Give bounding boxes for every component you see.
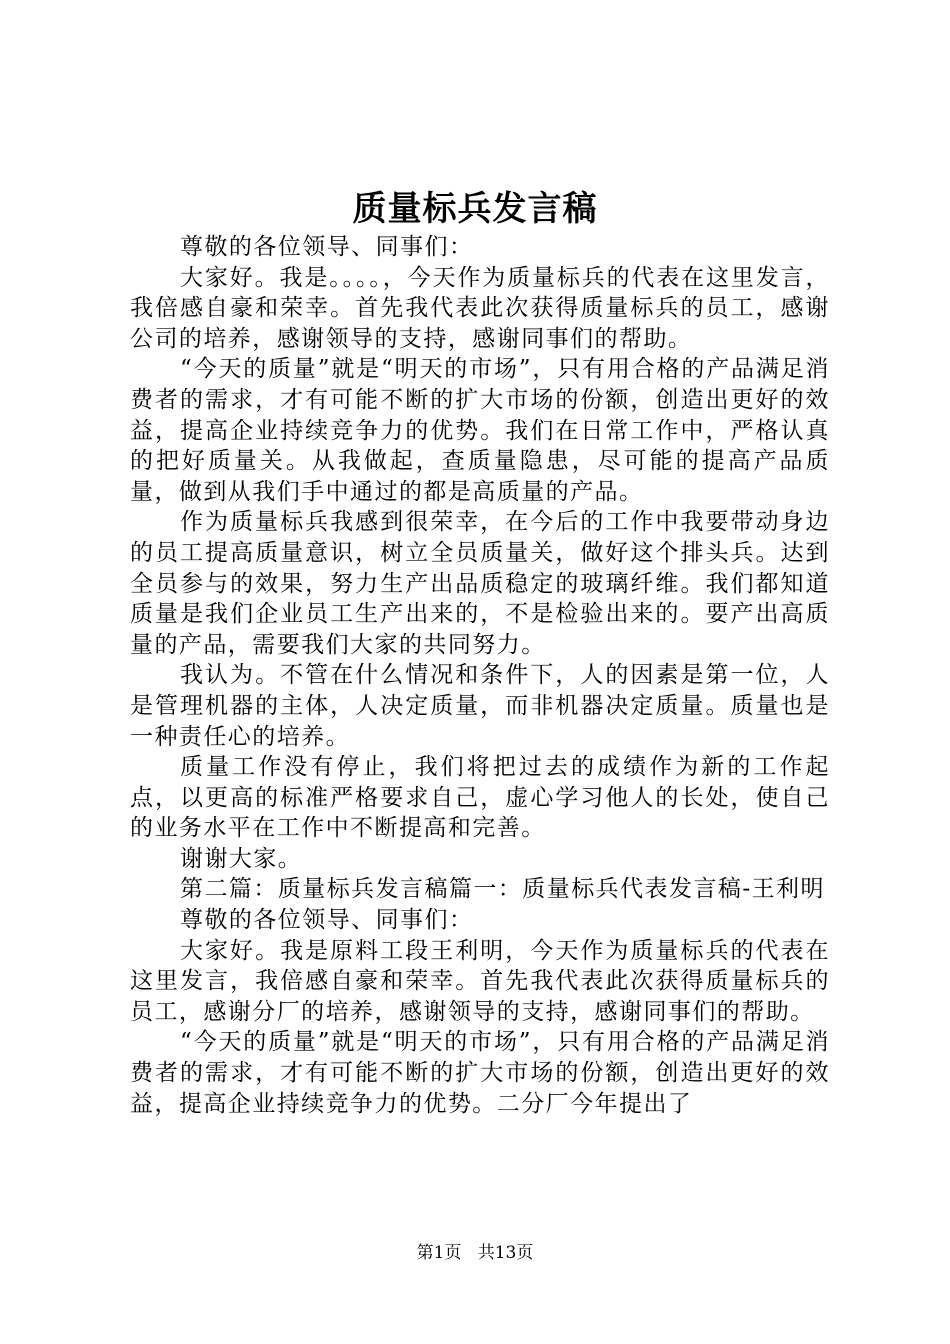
page-total: 共13页	[477, 1243, 534, 1263]
paragraph: “今天的质量”就是“明天的市场”，只有用合格的产品满足消费者的需求，才有可能不断的扩大市场的份额，创造出更好的效益，提高企业持续竞争力的优势。二分厂今年提出了	[130, 1029, 830, 1117]
paragraph: 大家好。我是原料工段王利明，今天作为质量标兵的代表在这里发言，我倍感自豪和荣幸。首先我代表此次获得质量标兵的员工，感谢分厂的培养，感谢领导的支持，感谢同事们的帮助。	[130, 937, 830, 1025]
paragraph-salutation: 尊敬的各位领导、同事们：	[180, 234, 474, 260]
document-body	[130, 232, 830, 1119]
paragraph: 质量工作没有停止，我们将把过去的成绩作为新的工作起点，以更高的标准严格要求自己，虚心学习他人的长处，使自己的业务水平在工作中不断提高和完善。	[130, 754, 830, 842]
section-heading: 第二篇：质量标兵发言稿篇一：质量标兵代表发言稿-王利明	[180, 876, 825, 903]
page-footer	[0, 1241, 950, 1265]
paragraph: 作为质量标兵我感到很荣幸，在今后的工作中我要带动身边的员工提高质量意识，树立全员质量关，做好这个排头兵。达到全员参与的效果，努力生产出品质稳定的玻璃纤维。我们都知道质量是我们企业员工生产出来的，不是检验出来的。要产出高质量的产品，需要我们大家的共同努力。	[130, 509, 830, 658]
page-number: 第1页	[416, 1243, 462, 1263]
page-separator	[467, 1243, 472, 1263]
document-title: 质量标兵发言稿	[352, 189, 598, 229]
paragraph: “今天的质量”就是“明天的市场”，只有用合格的产品满足消费者的需求，才有可能不断的扩大市场的份额，创造出更好的效益，提高企业持续竞争力的优势。我们在日常工作中，严格认真的把好质量关。从我做起，查质量隐患，尽可能的提高产品质量，做到从我们手中通过的都是高质量的产品。	[130, 356, 830, 505]
paragraph: 我认为。不管在什么情况和条件下，人的因素是第一位，人是管理机器的主体，人决定质量，而非机器决定质量。质量也是一种责任心的培养。	[130, 662, 830, 750]
paragraph: 大家好。我是。。。。，今天作为质量标兵的代表在这里发言，我倍感自豪和荣幸。首先我代表此次获得质量标兵的员工，感谢公司的培养，感谢领导的支持，感谢同事们的帮助。	[130, 264, 830, 352]
paragraph-thanks: 谢谢大家。	[180, 845, 303, 872]
paragraph-salutation: 尊敬的各位领导、同事们：	[180, 907, 474, 934]
